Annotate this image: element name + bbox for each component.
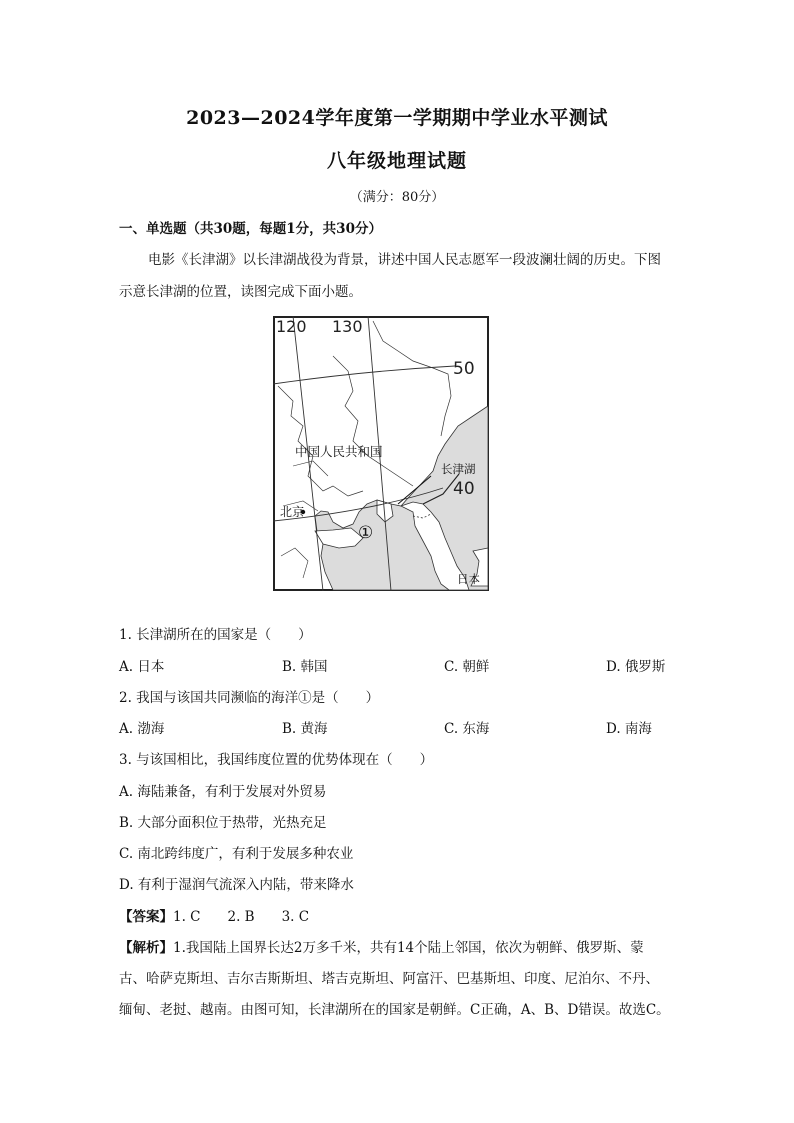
question-1-option-a[interactable]: A. 日本: [119, 659, 165, 675]
question-3-option-a[interactable]: A. 海陆兼备，有利于发展对外贸易: [119, 784, 327, 800]
analysis-line-3: 缅甸、老挝、越南。由图可知，长津湖所在的国家是朝鲜。C正确，A、B、D错误。故选C。: [119, 1002, 670, 1018]
analysis-text-1: 1.我国陆上国界长达2万多千米，共有14个陆上邻国，依次为朝鲜、俄罗斯、蒙: [173, 940, 644, 956]
question-3-stem: 3. 与该国相比，我国纬度位置的优势体现在（ ）: [119, 752, 434, 768]
question-2-option-b[interactable]: B. 黄海: [282, 721, 328, 737]
question-1-option-b[interactable]: B. 韩国: [282, 659, 328, 675]
question-3-option-d[interactable]: D. 有利于湿润气流深入内陆，带来降水: [119, 877, 354, 893]
section-heading: 一、单选题（共30题，每题1分，共30分）: [119, 221, 382, 237]
question-2-option-d[interactable]: D. 南海: [606, 721, 652, 737]
analysis-line-2: 古、哈萨克斯坦、吉尔吉斯斯坦、塔吉克斯坦、阿富汗、巴基斯坦、印度、尼泊尔、不丹、: [119, 971, 659, 987]
lon-label-130: 130: [332, 317, 363, 336]
question-3-option-c[interactable]: C. 南北跨纬度广，有利于发展多种农业: [119, 846, 354, 862]
map-svg: [273, 316, 489, 591]
intro-line-2: 示意长津湖的位置，读图完成下面小题。: [119, 284, 362, 300]
question-1-option-c[interactable]: C. 朝鲜: [444, 659, 490, 675]
question-2-option-a[interactable]: A. 渤海: [119, 721, 165, 737]
map-figure: [273, 316, 489, 591]
lon-label-120: 120: [276, 317, 307, 336]
sea-marker: ①: [358, 523, 374, 543]
japan-label: 日本: [457, 572, 480, 586]
page-subtitle: 八年级地理试题: [326, 150, 467, 172]
answer-label: 【答案】: [119, 909, 173, 925]
question-2-stem: 2. 我国与该国共同濒临的海洋①是（ ）: [119, 690, 380, 706]
answer-line: [119, 905, 309, 925]
score-note: （满分：80分）: [349, 190, 445, 205]
lat-label-40: 40: [453, 479, 475, 499]
analysis-line-1: [119, 936, 644, 956]
answer-text: 1. C 2. B 3. C: [173, 909, 310, 925]
question-2-option-c[interactable]: C. 东海: [444, 721, 490, 737]
lat-label-50: 50: [453, 359, 475, 379]
page-title: 2023—2024学年度第一学期期中学业水平测试: [186, 107, 608, 129]
lake-label: 长津湖: [441, 462, 476, 476]
country-label: 中国人民共和国: [295, 444, 383, 459]
city-label-beijing: 北京: [280, 505, 305, 519]
intro-line-1: 电影《长津湖》以长津湖战役为背景，讲述中国人民志愿军一段波澜壮阔的历史。下图: [148, 252, 661, 268]
question-1-option-d[interactable]: D. 俄罗斯: [606, 659, 666, 675]
analysis-label: 【解析】: [119, 940, 173, 956]
question-1-stem: 1. 长津湖所在的国家是（ ）: [119, 627, 312, 643]
question-3-option-b[interactable]: B. 大部分面积位于热带，光热充足: [119, 815, 327, 831]
